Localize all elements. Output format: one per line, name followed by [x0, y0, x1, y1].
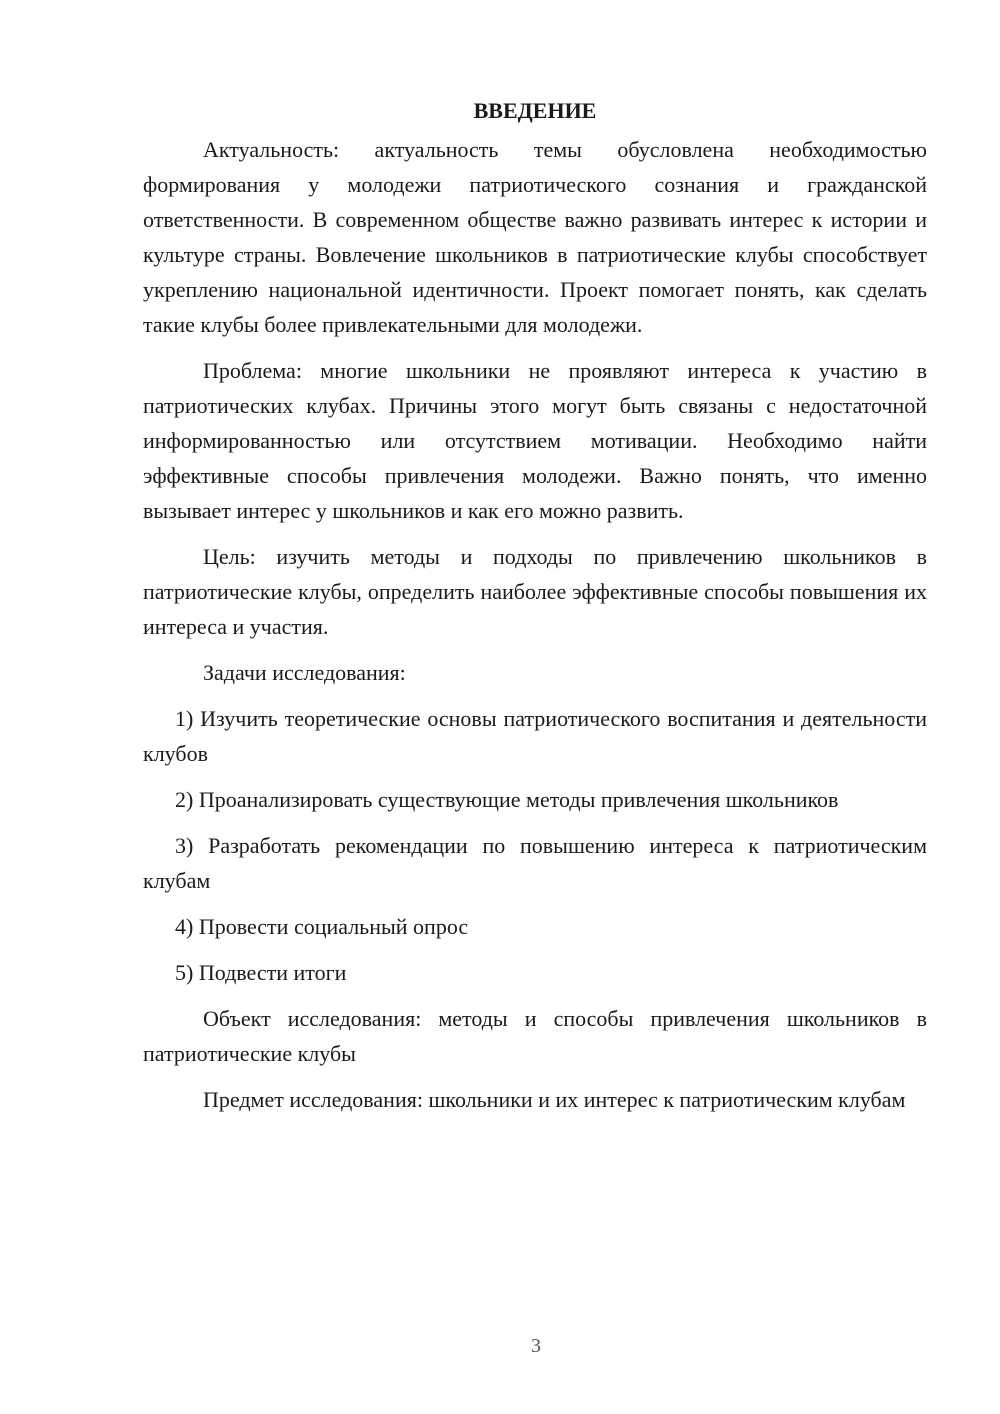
task-item: 1) Изучить теоретические основы патриотического воспитания и деятельности клубов — [143, 706, 927, 766]
relevance-paragraph: Актуальность: актуальность темы обусловлена необходимостью формирования у молодежи патриотического сознания и гражданской ответственности. В современном обществе важно развивать интерес к истории и культуре страны. Вовлечение школьников в патриотические клубы способствует укреплению национальной идентичности. Проект помогает понять, как сделать такие клубы более привлекательными для молодежи. — [143, 137, 927, 337]
task-item: 4) Провести социальный опрос — [175, 914, 469, 939]
tasks-heading: Задачи исследования: — [203, 660, 406, 685]
goal-paragraph: Цель: изучить методы и подходы по привлечению школьников в патриотические клубы, определить наиболее эффективные способы повышения их интереса и участия. — [143, 544, 927, 639]
object-paragraph: Объект исследования: методы и способы привлечения школьников в патриотические клубы — [143, 1006, 927, 1066]
task-item: 3) Разработать рекомендации по повышению интереса к патриотическим клубам — [143, 833, 927, 893]
task-item: 5) Подвести итоги — [175, 960, 347, 985]
task-item: 2) Проанализировать существующие методы привлечения школьников — [175, 787, 839, 812]
problem-paragraph: Проблема: многие школьники не проявляют интереса к участию в патриотических клубах. Причины этого могут быть связаны с недостаточной информированностью или отсутствием мотивации. Необходимо найти эффективные способы привлечения молодежи. Важно понять, что именно вызывает интерес у школьников и как его можно развить. — [143, 358, 927, 523]
section-title: ВВЕДЕНИЕ — [473, 98, 597, 123]
document-page — [143, 93, 927, 1128]
subject-paragraph: Предмет исследования: школьники и их интерес к патриотическим клубам — [203, 1087, 906, 1112]
page-number: 3 — [531, 1335, 541, 1357]
